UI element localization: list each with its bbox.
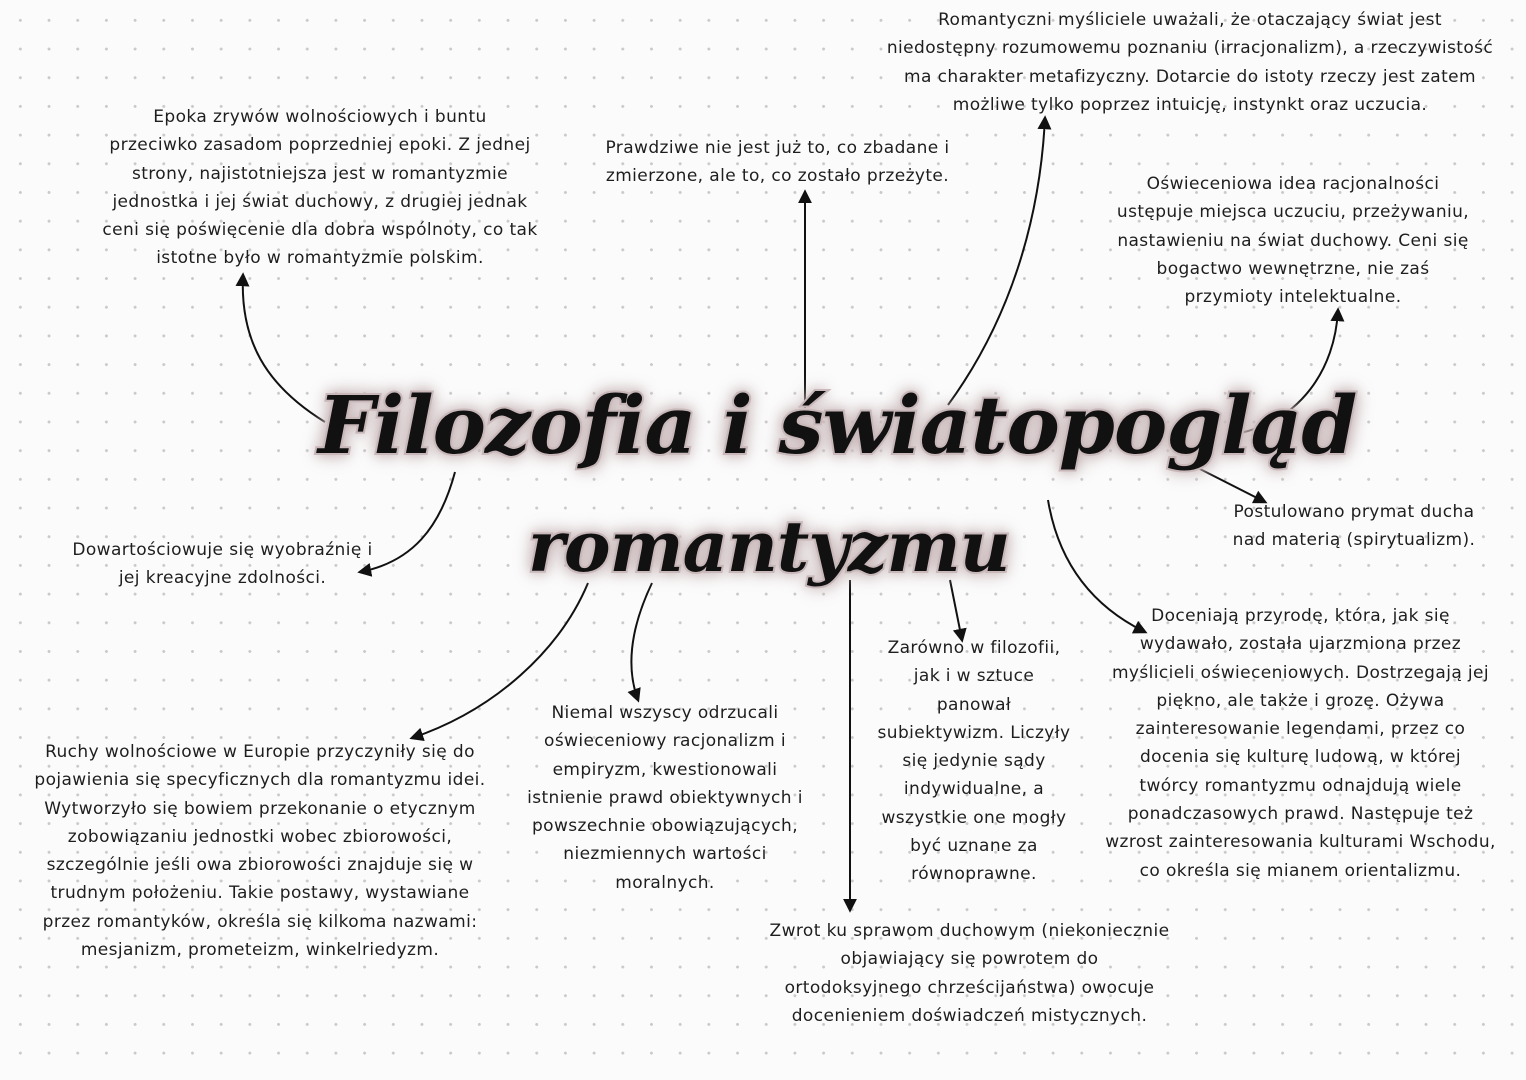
note-line: zmierzone, ale to, co zostało przeżyte. [605,166,950,187]
note-line: nad materią (spirytualizm). [1232,530,1476,551]
note-line: Doceniają przyrodę, która, jak się [1151,606,1450,626]
note-line: wszystkie one mogły [881,807,1067,828]
note-line: ponadczasowych prawd. Następuje też [1127,804,1474,825]
note-line: Zarówno w filozofii, [887,638,1061,658]
note-line: docenia się kulturę ludową, w której [1139,747,1462,768]
note-line: oświeceniowy racjonalizm i [544,731,786,752]
note-line: panował [936,694,1012,715]
note-line: strony, najistotniejsza jest w romantyzmie [131,163,509,184]
note-zwrot [752,917,1187,1030]
note-line: możliwe tylko poprzez intuicję, instynkt oraz uczucia. [952,94,1428,115]
note-line: równoprawne. [911,864,1037,885]
note-line: istnienie prawd obiektywnych i [527,787,803,808]
note-line: niedostępny rozumowemu poznaniu (irracjonalizm), a rzeczywistość [886,38,1494,59]
note-line: zainteresowanie legendami, przez co [1135,719,1466,740]
note-niemal [515,699,815,897]
note-line: Niemal wszyscy odrzucali [551,703,779,723]
note-line: szczególnie jeśli owa zbiorowości znajduje się w [46,855,474,876]
note-line: subiektywizm. Liczyły [877,722,1071,743]
note-ruchy [15,738,505,964]
note-line: indywidualne, a [903,779,1045,800]
note-line: zobowiązaniu jednostki wobec zbiorowości, [67,826,453,847]
note-postulowano [1220,498,1488,555]
arrow-to-niemal [631,583,652,700]
note-line: Dowartościowuje się wyobraźnię i [72,540,373,560]
note-line: Prawdziwe nie jest już to, co zbadane i [605,138,950,158]
main-title-line2: romantyzmu [528,505,1010,588]
note-line: bogactwo wewnętrzne, nie zaś [1156,258,1430,279]
note-line: jak i w sztuce [913,666,1035,687]
note-line: co określa się mianem orientalizmu. [1139,860,1462,881]
arrow-to-zarowno [950,580,962,640]
note-line: nastawieniu na świat duchowy. Ceni się [1117,230,1469,251]
main-title-line1: Filozofia i światopogląd [318,378,1357,472]
note-line: przymioty intelektualne. [1184,287,1402,308]
note-line: moralnych. [615,872,715,893]
note-line: myślicieli oświeceniowych. Dostrzegają jej [1111,662,1490,683]
note-epoka [90,103,550,273]
note-line: piękno, ale także i grozę. Ożywa [1156,690,1445,711]
note-line: przeciwko zasadom poprzedniej epoki. Z jednej [109,135,531,156]
note-doceniaja [1093,602,1508,885]
note-line: Ruchy wolnościowe w Europie przyczyniły się do [45,742,475,762]
note-dowartosciowuje [50,536,395,593]
note-line: wzrost zainteresowania kulturami Wschodu, [1105,832,1496,853]
note-line: empiryzm, kwestionowali [552,759,778,780]
note-line: ceni się poświęcenie dla dobra wspólnoty, co tak [102,220,538,241]
note-line: Epoka zrywów wolnościowych i buntu [153,107,487,127]
note-line: być uznane za [910,836,1038,857]
note-line: objawiający się powrotem do [840,949,1099,970]
note-line: jednostka i jej świat duchowy, z drugiej jednak [112,191,528,212]
note-line: Romantyczni myśliciele uważali, że otaczający świat jest [938,10,1442,30]
note-line: wydawało, została ujarzmiona przez [1139,634,1462,655]
note-line: powszechnie obowiązujących, [531,816,799,837]
note-line: ma charakter metafizyczny. Dotarcie do istoty rzeczy jest zatem [904,66,1476,87]
note-romantyczni [872,6,1508,119]
note-line: ustępuje miejsca uczuciu, przeżywaniu, [1116,202,1470,223]
note-line: przez romantyków, określa się kilkoma nazwami: [42,911,478,932]
note-prawdziwe [575,134,980,191]
note-line: Oświeceniowa idea racjonalności [1146,174,1440,194]
note-line: jej kreacyjne zdolności. [118,568,327,589]
note-line: się jedynie sądy [902,751,1046,772]
note-line: twórcy romantyzmu odnajdują wiele [1139,775,1462,796]
arrow-to-epoka [243,275,325,422]
note-line: mesjanizm, prometeizm, winkelriedyzm. [80,940,440,961]
note-line: pojawienia się specyficznych dla romantyzmu idei. [34,770,486,791]
arrow-to-postulowano [1198,468,1265,502]
note-oswieceniowa [1098,170,1488,311]
note-line: niezmiennych wartości [563,844,767,865]
note-line: istotne było w romantyzmie polskim. [156,248,484,269]
note-line: trudnym położeniu. Takie postawy, wystawiane [50,883,470,904]
note-line: Wytworzyło się bowiem przekonanie o etycznym [44,798,476,819]
note-zarowno [860,634,1088,889]
note-line: Zwrot ku sprawom duchowym (niekoniecznie [769,921,1170,941]
note-line: docenieniem doświadczeń mistycznych. [791,1005,1148,1026]
note-line: Postulowano prymat ducha [1233,502,1475,522]
note-line: ortodoksyjnego chrześcijaństwa) owocuje [784,977,1155,998]
